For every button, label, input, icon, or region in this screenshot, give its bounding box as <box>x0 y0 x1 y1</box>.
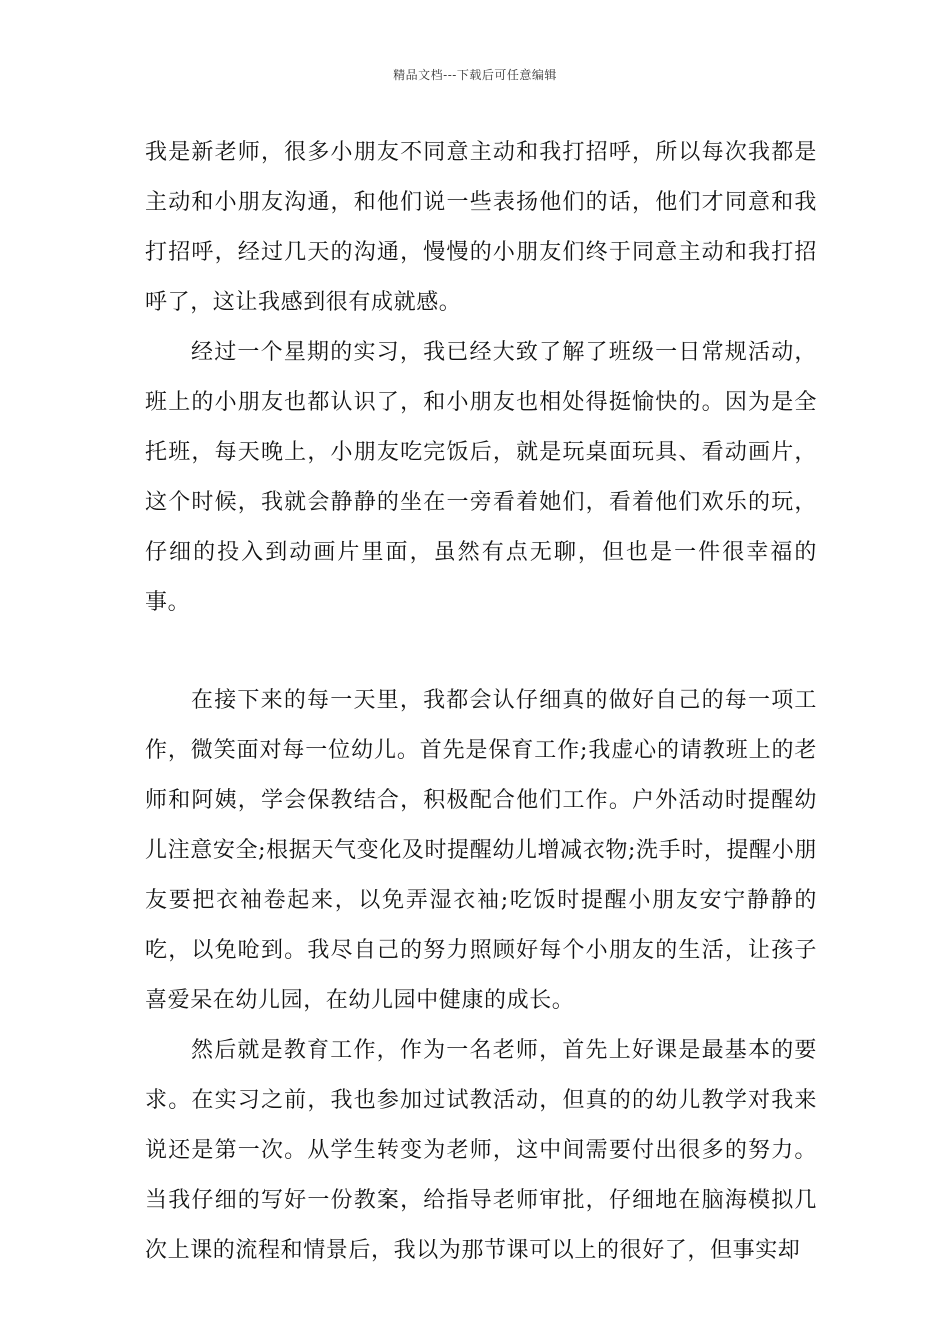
paragraph-spacer <box>145 628 817 676</box>
paragraph-1: 我是新老师，很多小朋友不同意主动和我打招呼，所以每次我都是主动和小朋友沟通，和他们说一些表扬他们的话，他们才同意和我打招呼，经过几天的沟通，慢慢的小朋友们终于同意主动和我打招呼了，这让我感到很有成就感。 <box>145 140 817 315</box>
paragraph-4: 然后就是教育工作，作为一名老师，首先上好课是最基本的要求。在实习之前，我也参加过试教活动，但真的的幼儿教学对我来说还是第一次。从学生转变为老师，这中间需要付出很多的努力。当我仔细的写好一份教案，给指导老师审批，仔细地在脑海模拟几次上课的流程和情景后，我以为那节课可以上的很好了，但事实却 <box>145 1038 817 1263</box>
document-body <box>145 128 817 1276</box>
paragraph-2: 经过一个星期的实习，我已经大致了解了班级一日常规活动，班上的小朋友也都认识了，和小朋友也相处得挺愉快的。因为是全托班，每天晚上，小朋友吃完饭后，就是玩桌面玩具、看动画片，这个时候，我就会静静的坐在一旁看着她们，看着他们欢乐的玩，仔细的投入到动画片里面，虽然有点无聊，但也是一件很幸福的事。 <box>145 340 817 615</box>
paragraph-3: 在接下来的每一天里，我都会认仔细真的做好自己的每一项工作，微笑面对每一位幼儿。首先是保育工作;我虚心的请教班上的老师和阿姨，学会保教结合，积极配合他们工作。户外活动时提醒幼儿注意安全;根据天气变化及时提醒幼儿增减衣物;洗手时，提醒小朋友要把衣袖卷起来，以免弄湿衣袖;吃饭时提醒小朋友安宁静静的吃，以免呛到。我尽自己的努力照顾好每个小朋友的生活，让孩子喜爱呆在幼儿园，在幼儿园中健康的成长。 <box>145 688 817 1013</box>
page-header: 精品文档---下载后可任意编辑 <box>393 68 557 82</box>
